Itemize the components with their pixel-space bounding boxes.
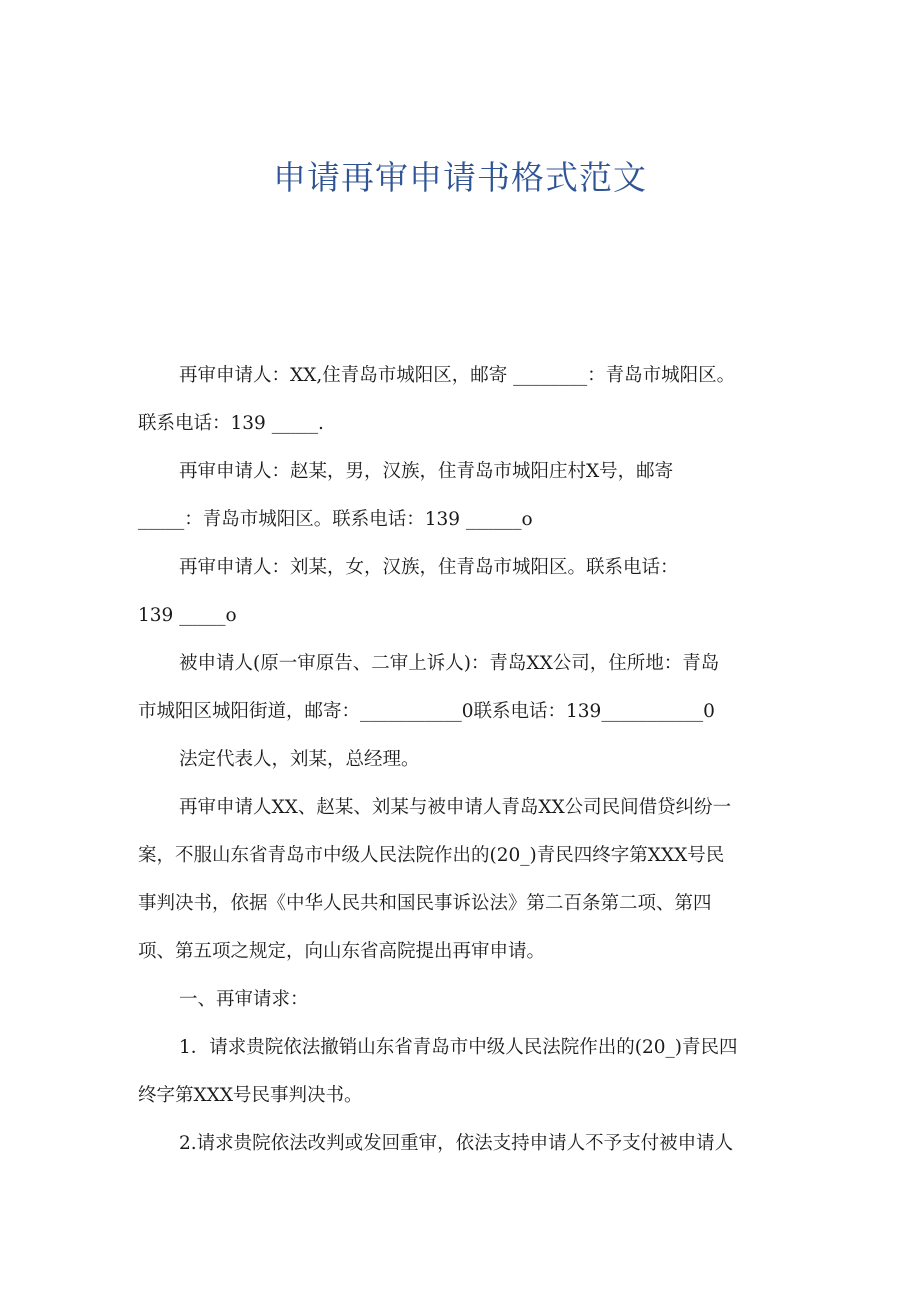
statement-line-3: 事判决书，依据《中华人民共和国民事诉讼法》第二百条第二项、第四: [138, 893, 712, 914]
statement-line-4: 项、第五项之规定，向山东省高院提出再审申请。: [138, 941, 546, 962]
request-2-line-1: 2.请求贵院依法改判或发回重审，依法支持申请人不予支付被申请人: [179, 1133, 734, 1154]
applicant-3-line-1: 再审申请人：刘某，女，汉族，住青岛市城阳区。联系电话：: [179, 557, 679, 578]
respondent-line-2: 市城阳区城阳街道，邮寄：___________0联系电话：139___________0: [138, 701, 715, 722]
applicant-2-line-1: 再审申请人：赵某，男，汉族，住青岛市城阳庄村X号，邮寄: [179, 461, 674, 482]
statement-line-1: 再审申请人XX、赵某、刘某与被申请人青岛XX公司民间借贷纠纷一: [179, 797, 732, 818]
section-heading-retrial-request: 一、再审请求：: [179, 989, 309, 1010]
respondent-line-1: 被申请人(原一审原告、二审上诉人)：青岛XX公司，住所地：青岛: [179, 653, 720, 674]
document-title: 申请再审申请书格式范文: [273, 158, 647, 197]
applicant-3-line-2: 139 _____o: [138, 605, 237, 626]
applicant-1-line-1: 再审申请人：XX,住青岛市城阳区，邮寄 ________：青岛市城阳区。: [179, 365, 736, 386]
applicant-2-line-2: _____：青岛市城阳区。联系电话：139 ______o: [138, 509, 533, 530]
applicant-1-line-2: 联系电话：139 _____.: [138, 413, 324, 434]
legal-representative-line: 法定代表人，刘某，总经理。: [179, 749, 420, 770]
request-1-line-2: 终字第XXX号民事判决书。: [138, 1085, 363, 1106]
document-body: [138, 352, 790, 1168]
statement-line-2: 案，不服山东省青岛市中级人民法院作出的(20_)青民四终字第XXX号民: [138, 845, 725, 866]
request-1-line-1: 1．请求贵院依法撤销山东省青岛市中级人民法院作出的(20_)青民四: [179, 1037, 738, 1058]
